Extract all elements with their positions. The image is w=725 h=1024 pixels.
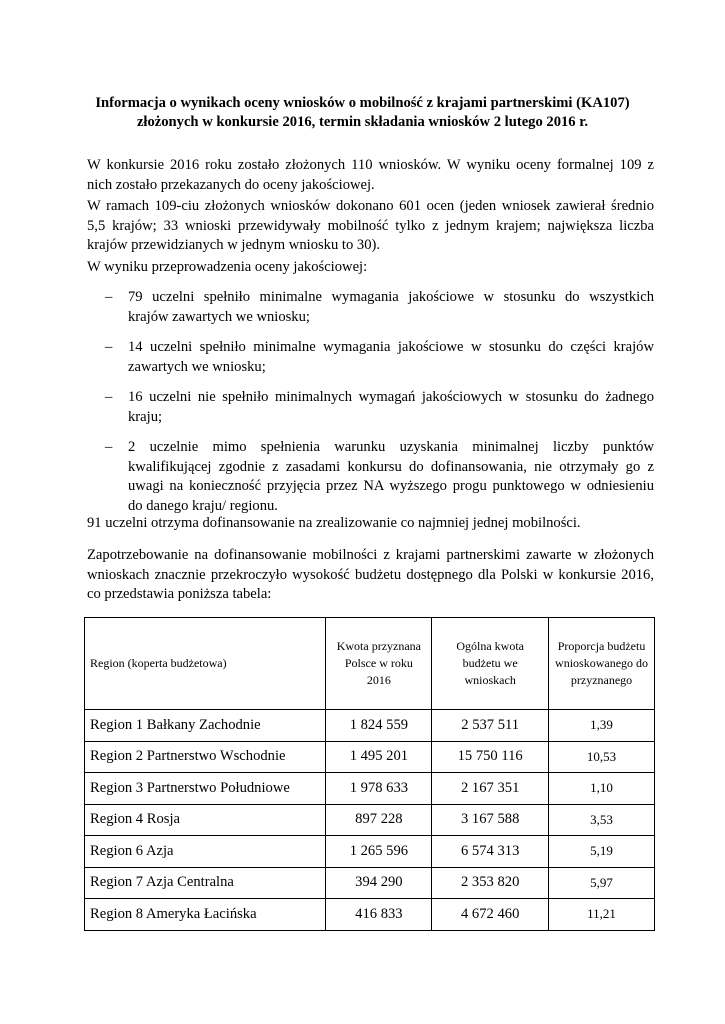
cell-ratio: 3,53: [549, 804, 655, 836]
cell-ratio: 5,97: [549, 867, 655, 899]
cell-region: Region 6 Azja: [85, 836, 326, 868]
cell-requested: 3 167 588: [432, 804, 549, 836]
text-line: W konkursie 2016 roku zostało złożonych 110 wniosków. W wyniku oceny formalnej 109 z: [87, 157, 654, 173]
intro-paragraph-1: [87, 156, 654, 195]
cell-requested: 4 672 460: [432, 899, 549, 931]
text-line: 2 uczelnie mimo spełnienia warunku uzyskania minimalnej liczby punktów: [128, 439, 654, 455]
cell-requested: 2 537 511: [432, 710, 549, 742]
text-line: 16 uczelni nie spełniło minimalnych wymagań jakościowych w stosunku do żadnego: [128, 389, 654, 405]
list-item: [87, 438, 654, 516]
table-row: [85, 836, 655, 868]
cell-granted: 416 833: [326, 899, 432, 931]
table-row: [85, 773, 655, 805]
text-line: do danego kraju/ regionu.: [128, 497, 278, 514]
text-line: uwagi na konieczność przyjęcia przez NA wyższego progu punktowego w odniesieniu: [128, 478, 654, 494]
header-line: 2016: [366, 673, 391, 687]
header-requested: [432, 618, 549, 710]
dash-bullet: –: [105, 289, 113, 305]
text-line: kwalifikującej zgodnie z zasadami konkursu do dofinansowania, nie otrzymały go z: [128, 458, 654, 475]
header-line: Polsce w roku: [344, 656, 413, 670]
cell-ratio: 1,10: [549, 773, 655, 805]
budget-table: [84, 617, 655, 931]
cell-granted: 394 290: [326, 867, 432, 899]
header-granted: [326, 618, 432, 710]
text-line: Zapotrzebowanie na dofinansowanie mobilności z krajami partnerskimi zawarte w złożonych: [87, 547, 654, 563]
header-line: Proporcja budżetu: [557, 639, 646, 653]
text-line: 14 uczelni spełniło minimalne wymagania jakościowe w stosunku do części krajów: [128, 339, 654, 355]
text-line: kraju;: [128, 408, 163, 425]
table-row: [85, 867, 655, 899]
text-line: 79 uczelni spełniło minimalne wymagania jakościowe w stosunku do wszystkich: [128, 289, 654, 305]
list-item: [87, 288, 654, 327]
cell-region: Region 2 Partnerstwo Wschodnie: [85, 741, 326, 773]
text-line: 5,5 krajów; 33 wnioski przewidywały mobilność tylko z jednym krajem; największa liczba: [87, 217, 654, 234]
text-line: krajów zawartych we wniosku;: [128, 308, 310, 325]
table-row: [85, 741, 655, 773]
text-line: nich zostało przekazanych do oceny jakościowej.: [87, 176, 375, 193]
table-row: [85, 804, 655, 836]
cell-granted: 1 495 201: [326, 741, 432, 773]
header-ratio: [549, 618, 655, 710]
cell-ratio: 5,19: [549, 836, 655, 868]
text-line: W ramach 109-ciu złożonych wniosków dokonano 601 ocen (jeden wniosek zawierał średnio: [87, 198, 654, 214]
cell-granted: 1 824 559: [326, 710, 432, 742]
table-row: [85, 710, 655, 742]
cell-granted: 897 228: [326, 804, 432, 836]
list-item: [87, 338, 654, 377]
document-title: [70, 94, 655, 132]
cell-region: Region 4 Rosja: [85, 804, 326, 836]
cell-granted: 1 978 633: [326, 773, 432, 805]
summary-paragraph: 91 uczelni otrzyma dofinansowanie na zrealizowanie co najmniej jednej mobilności.: [87, 515, 581, 531]
header-line: Kwota przyznana: [336, 639, 422, 653]
intro-paragraph-3: W wyniku przeprowadzenia oceny jakościowej:: [87, 259, 368, 275]
intro-paragraph-2: [87, 197, 654, 256]
cell-ratio: 1,39: [549, 710, 655, 742]
table-header-row: [85, 618, 655, 710]
header-line: Ogólna kwota: [456, 639, 524, 653]
cell-region: Region 1 Bałkany Zachodnie: [85, 710, 326, 742]
dash-bullet: –: [105, 439, 113, 455]
results-list: [87, 288, 654, 527]
cell-requested: 2 353 820: [432, 867, 549, 899]
dash-bullet: –: [105, 339, 113, 355]
header-line: wnioskowanego do: [555, 656, 649, 670]
text-line: co przedstawia poniższa tabela:: [87, 586, 272, 602]
list-item: [87, 388, 654, 427]
dash-bullet: –: [105, 389, 113, 405]
header-region: Region (koperta budżetowa): [85, 618, 326, 710]
cell-granted: 1 265 596: [326, 836, 432, 868]
cell-requested: 2 167 351: [432, 773, 549, 805]
table-row: [85, 899, 655, 931]
cell-ratio: 11,21: [549, 899, 655, 931]
cell-region: Region 3 Partnerstwo Południowe: [85, 773, 326, 805]
header-line: wnioskach: [464, 673, 516, 687]
title-line: złożonych w konkursie 2016, termin składania wniosków 2 lutego 2016 r.: [136, 114, 589, 130]
text-line: wnioskach znacznie przekroczyło wysokość budżetu dostępnego dla Polski w konkursie 2016,: [87, 566, 654, 583]
demand-paragraph: [87, 546, 654, 605]
header-line: budżetu we: [462, 656, 518, 670]
text-line: krajów przewidzianych w jednym wniosku to 30).: [87, 237, 381, 253]
cell-region: Region 8 Ameryka Łacińska: [85, 899, 326, 931]
cell-requested: 15 750 116: [432, 741, 549, 773]
title-line: Informacja o wynikach oceny wniosków o mobilność z krajami partnerskimi (KA107): [95, 95, 630, 111]
cell-ratio: 10,53: [549, 741, 655, 773]
cell-requested: 6 574 313: [432, 836, 549, 868]
header-line: przyznanego: [570, 673, 633, 687]
text-line: zawartych we wniosku;: [128, 358, 266, 375]
cell-region: Region 7 Azja Centralna: [85, 867, 326, 899]
